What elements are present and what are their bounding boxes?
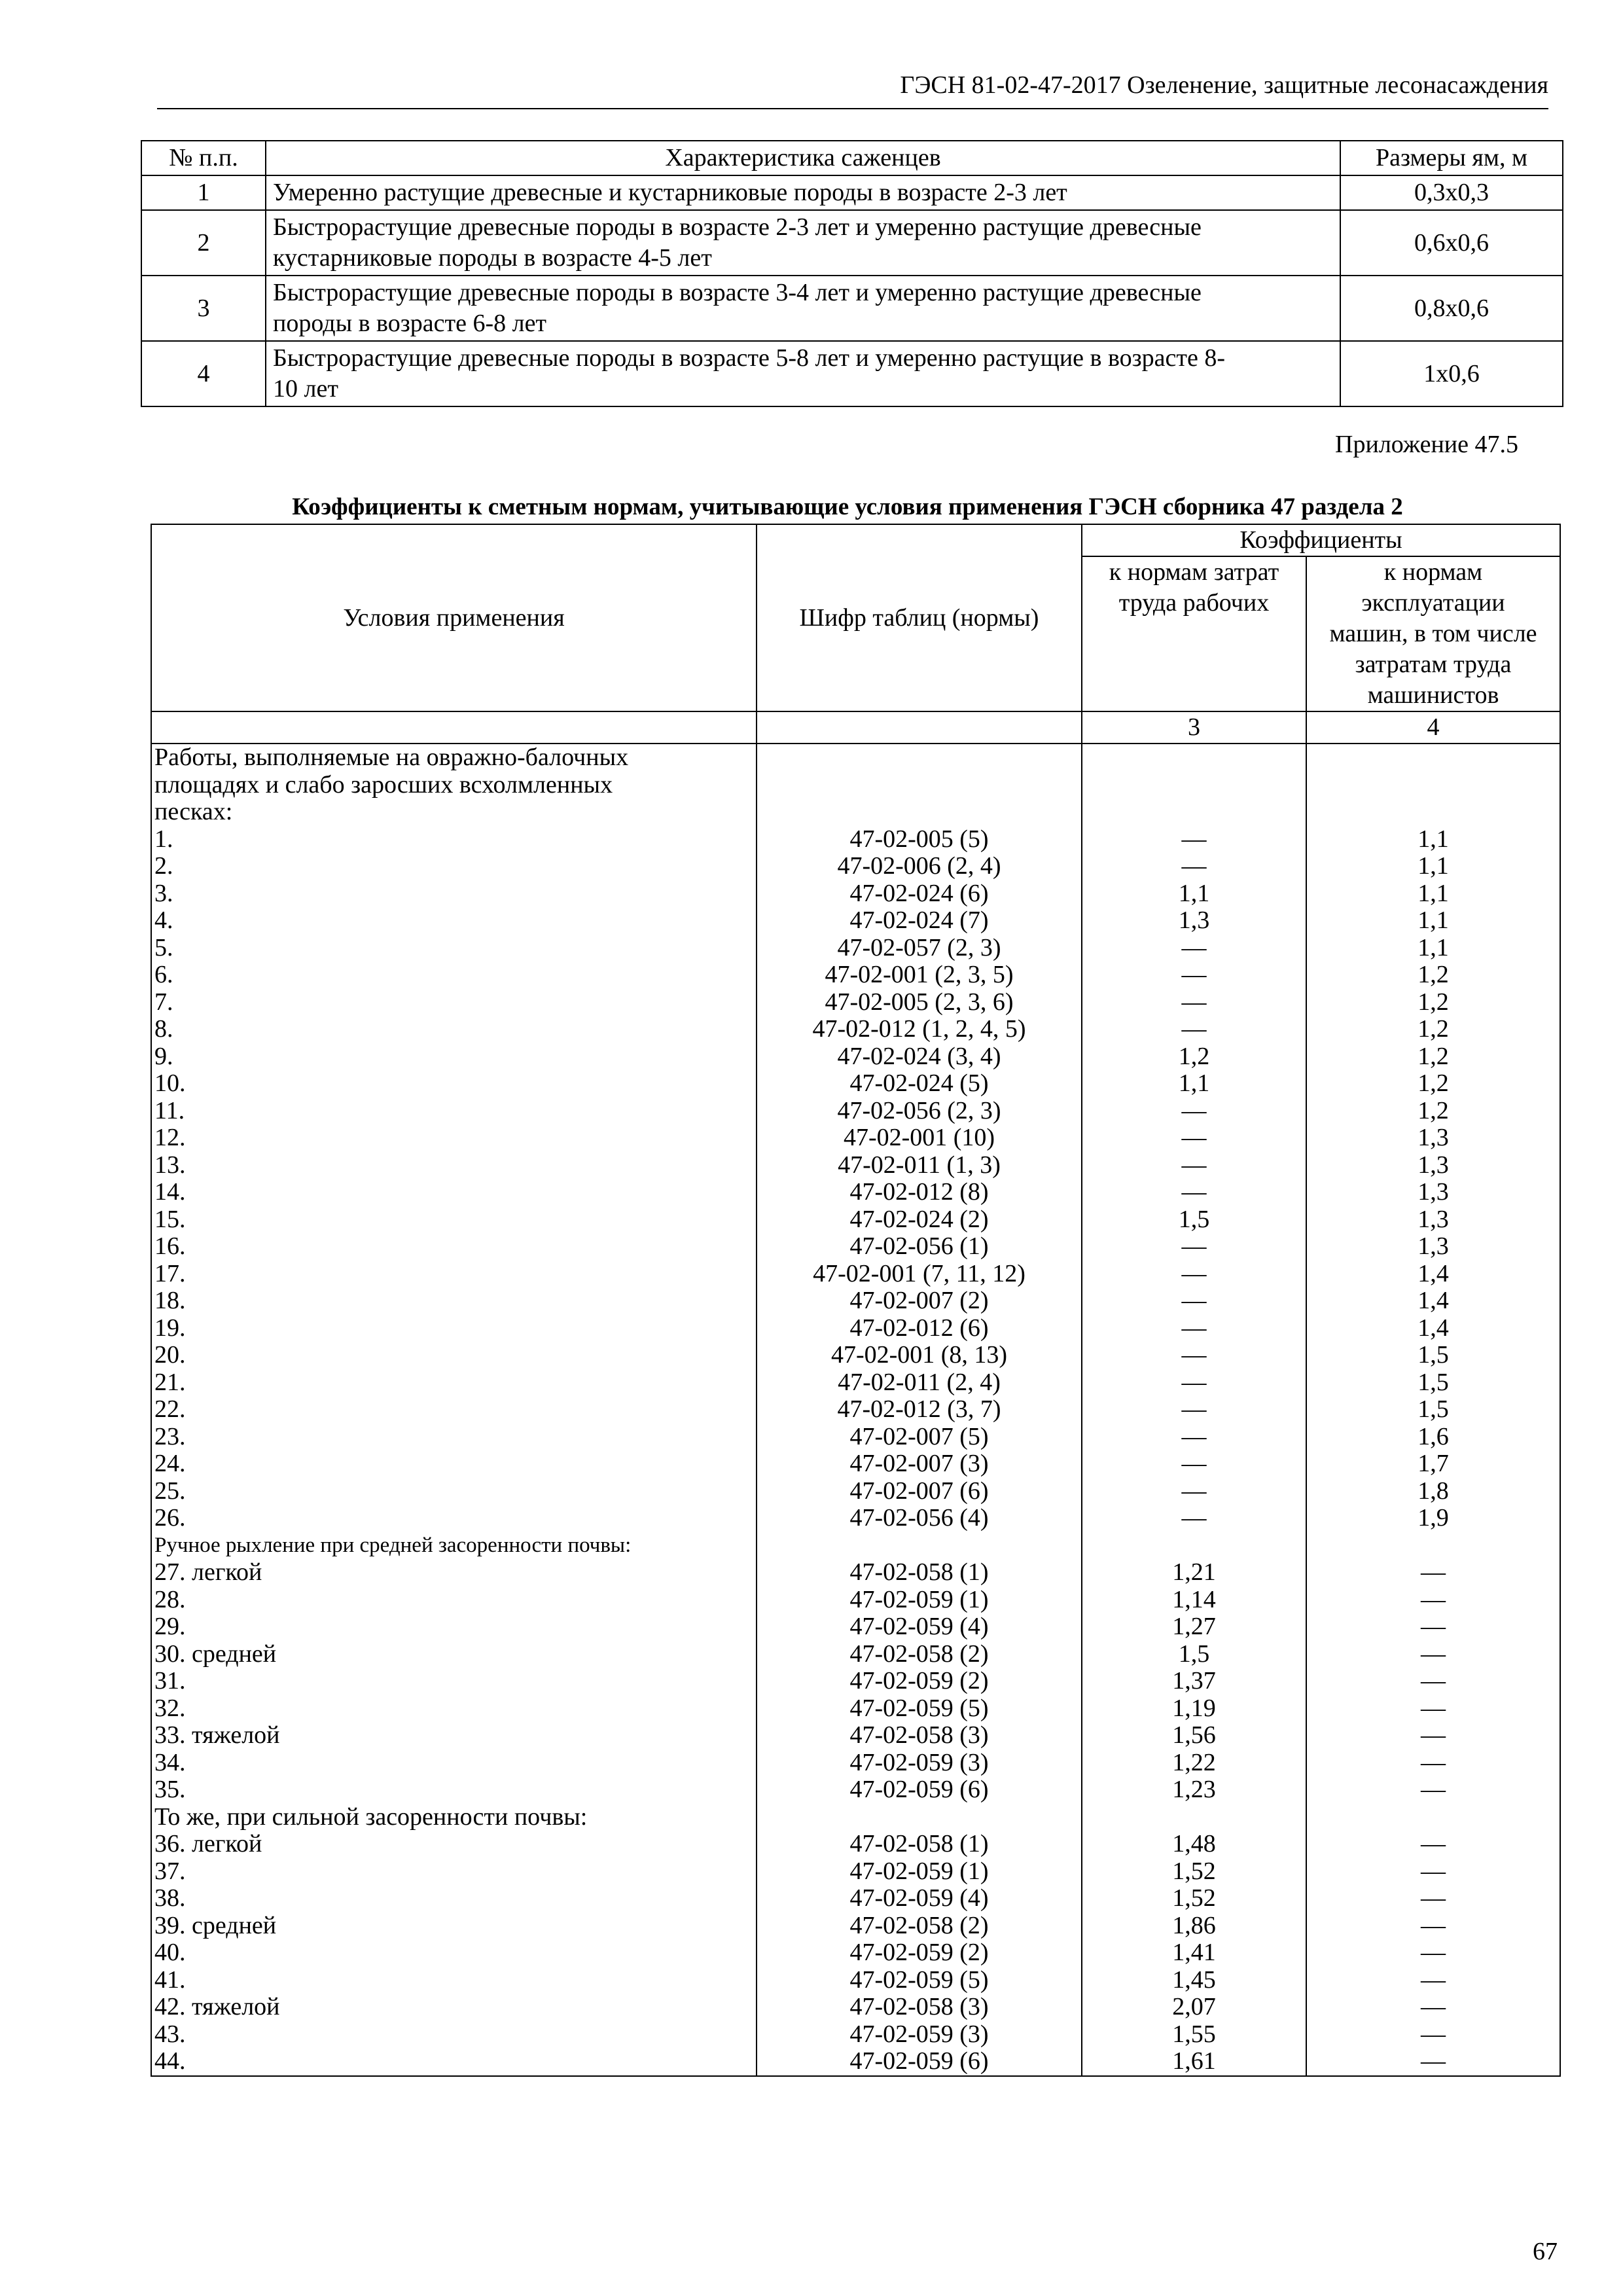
condition-label: 6. bbox=[154, 961, 173, 988]
header-line: затратам труда bbox=[1355, 651, 1512, 678]
column-header-machines bbox=[1306, 556, 1560, 711]
norm-code: 47-02-024 (3, 4) bbox=[837, 1042, 1001, 1070]
labor-coefficient: 1,37 bbox=[1172, 1667, 1216, 1695]
labor-coefficient: — bbox=[1181, 1096, 1207, 1124]
norm-code: 47-02-059 (5) bbox=[849, 1694, 989, 1722]
column-header-labor bbox=[1082, 556, 1306, 711]
labor-coefficient: — bbox=[1181, 1151, 1207, 1179]
norm-code: 47-02-007 (6) bbox=[849, 1477, 989, 1505]
labor-coefficient: — bbox=[1181, 988, 1207, 1016]
table-row bbox=[141, 276, 1563, 341]
group-heading-line: То же, при сильной засоренности почвы: bbox=[154, 1803, 588, 1831]
condition-label: 11. bbox=[154, 1096, 185, 1124]
norm-code: 47-02-056 (2, 3) bbox=[837, 1096, 1001, 1124]
machine-coefficient: 1,5 bbox=[1418, 1341, 1449, 1369]
condition-label: 16. bbox=[154, 1232, 186, 1260]
machine-coefficient: 1,1 bbox=[1418, 879, 1449, 907]
blank-line bbox=[1085, 798, 1303, 826]
machine-coefficient: 1,4 bbox=[1418, 1287, 1449, 1314]
labor-coefficient: — bbox=[1181, 1504, 1207, 1532]
norm-code: 47-02-058 (1) bbox=[849, 1558, 989, 1586]
condition-label: 36. легкой bbox=[154, 1830, 262, 1857]
labor-coefficient: 1,3 bbox=[1178, 906, 1210, 934]
machine-coefficient: 1,2 bbox=[1418, 1096, 1449, 1124]
condition-label: 32. bbox=[154, 1694, 186, 1722]
header-line: машин, в том числе bbox=[1329, 620, 1537, 647]
labor-coefficient: — bbox=[1181, 1232, 1207, 1260]
norm-code: 47-02-007 (3) bbox=[849, 1450, 989, 1477]
condition-label: 17. bbox=[154, 1259, 186, 1287]
machine-coefficient: 1,2 bbox=[1418, 988, 1449, 1016]
labor-coefficient: 1,14 bbox=[1172, 1585, 1216, 1613]
norm-code: 47-02-059 (6) bbox=[849, 1776, 989, 1803]
machine-coefficient: 1,2 bbox=[1418, 1042, 1449, 1070]
column-number-row bbox=[151, 711, 1560, 744]
norm-code: 47-02-059 (4) bbox=[849, 1613, 989, 1640]
norm-code: 47-02-001 (8, 13) bbox=[830, 1341, 1008, 1369]
machine-coefficient: — bbox=[1421, 1830, 1446, 1857]
norm-code: 47-02-012 (6) bbox=[849, 1314, 989, 1342]
header-line: эксплуатации bbox=[1361, 589, 1505, 617]
labor-coefficient-column bbox=[1082, 744, 1306, 2076]
table-header-row bbox=[141, 141, 1563, 175]
norm-code: 47-02-007 (2) bbox=[849, 1287, 989, 1314]
condition-label: 42. тяжелой bbox=[154, 1993, 280, 2020]
machine-coefficient: — bbox=[1421, 1694, 1446, 1722]
condition-label: 12. bbox=[154, 1124, 186, 1151]
machine-coefficient: — bbox=[1421, 1640, 1446, 1668]
header-line: машинистов bbox=[1367, 681, 1499, 709]
machine-coefficient: — bbox=[1421, 1721, 1446, 1749]
labor-coefficient: — bbox=[1181, 1450, 1207, 1477]
condition-label: 38. bbox=[154, 1884, 186, 1912]
blank-line bbox=[1310, 1804, 1557, 1831]
condition-label: 28. bbox=[154, 1585, 186, 1613]
machine-coefficient: 1,4 bbox=[1418, 1259, 1449, 1287]
blank-line bbox=[1310, 744, 1557, 772]
machine-coefficient: 1,3 bbox=[1418, 1205, 1449, 1233]
condition-label: 24. bbox=[154, 1450, 186, 1477]
group-heading-line: площадях и слабо заросших всхолмленных bbox=[154, 770, 613, 798]
norm-code: 47-02-058 (3) bbox=[849, 1721, 989, 1749]
machine-coefficient: — bbox=[1421, 1613, 1446, 1640]
blank-line bbox=[1085, 1804, 1303, 1831]
table-row bbox=[141, 175, 1563, 210]
machine-coefficient: — bbox=[1421, 1939, 1446, 1966]
blank-line bbox=[1310, 772, 1557, 799]
norm-code: 47-02-005 (2, 3, 6) bbox=[825, 988, 1014, 1016]
labor-coefficient: 1,1 bbox=[1178, 879, 1210, 907]
labor-coefficient: — bbox=[1181, 1341, 1207, 1369]
header-line: к нормам bbox=[1383, 558, 1483, 586]
condition-label: 23. bbox=[154, 1422, 186, 1450]
row-number: 1 bbox=[141, 175, 266, 210]
condition-label: 18. bbox=[154, 1287, 186, 1314]
norm-code: 47-02-024 (2) bbox=[849, 1205, 989, 1233]
row-pit-size: 0,3х0,3 bbox=[1340, 175, 1563, 210]
norm-code: 47-02-058 (1) bbox=[849, 1830, 989, 1857]
norm-code: 47-02-001 (2, 3, 5) bbox=[825, 961, 1014, 988]
labor-coefficient: — bbox=[1181, 1395, 1207, 1423]
norm-code: 47-02-012 (1, 2, 4, 5) bbox=[812, 1015, 1026, 1043]
norm-code: 47-02-059 (3) bbox=[849, 1748, 989, 1776]
column-number bbox=[757, 711, 1082, 744]
description-line: Умеренно растущие древесные и кустарниковые породы в возрасте 2-3 лет bbox=[273, 179, 1067, 206]
page-number: 67 bbox=[1533, 2238, 1558, 2265]
code-column bbox=[757, 744, 1082, 2076]
group-heading-line: Работы, выполняемые на овражно-балочных bbox=[154, 744, 629, 771]
table-row bbox=[141, 341, 1563, 406]
labor-coefficient: 1,55 bbox=[1172, 2020, 1216, 2048]
condition-label: 3. bbox=[154, 879, 173, 907]
norm-code: 47-02-058 (2) bbox=[849, 1640, 989, 1668]
norm-code: 47-02-058 (3) bbox=[849, 1993, 989, 2020]
machine-coefficient: 1,3 bbox=[1418, 1178, 1449, 1206]
labor-coefficient: 1,5 bbox=[1178, 1640, 1210, 1668]
labor-coefficient: — bbox=[1181, 1477, 1207, 1505]
norm-code: 47-02-059 (4) bbox=[849, 1884, 989, 1912]
labor-coefficient: 1,45 bbox=[1172, 1965, 1216, 1994]
row-pit-size: 0,6х0,6 bbox=[1340, 210, 1563, 276]
machine-coefficient: 1,5 bbox=[1418, 1368, 1449, 1396]
description-line: кустарниковые породы в возрасте 4-5 лет bbox=[273, 244, 712, 272]
condition-label: 9. bbox=[154, 1042, 173, 1070]
condition-label: 10. bbox=[154, 1069, 186, 1097]
condition-label: 29. bbox=[154, 1613, 186, 1640]
description-line: породы в возрасте 6-8 лет bbox=[273, 310, 547, 337]
norm-code: 47-02-024 (6) bbox=[849, 879, 989, 907]
table-body-row bbox=[151, 744, 1560, 2076]
blank-line bbox=[1085, 1532, 1303, 1560]
machine-coefficient: 1,4 bbox=[1418, 1314, 1449, 1342]
condition-label: 44. bbox=[154, 2047, 186, 2075]
norm-code: 47-02-024 (5) bbox=[849, 1069, 989, 1097]
condition-label: 30. средней bbox=[154, 1640, 277, 1668]
labor-coefficient: 1,41 bbox=[1172, 1939, 1216, 1966]
machine-coefficient: — bbox=[1421, 1993, 1446, 2020]
machine-coefficient: 1,6 bbox=[1418, 1422, 1449, 1450]
column-header-number: № п.п. bbox=[141, 141, 266, 175]
blank-line bbox=[760, 1532, 1079, 1560]
condition-label: 31. bbox=[154, 1667, 186, 1695]
labor-coefficient: — bbox=[1181, 961, 1207, 988]
blank-line bbox=[1085, 772, 1303, 799]
condition-label: 35. bbox=[154, 1776, 186, 1803]
labor-coefficient: 1,56 bbox=[1172, 1721, 1216, 1749]
condition-label: 37. bbox=[154, 1857, 186, 1885]
labor-coefficient: — bbox=[1181, 1259, 1207, 1287]
machine-coefficient: — bbox=[1421, 2047, 1446, 2075]
condition-label: 33. тяжелой bbox=[154, 1721, 280, 1749]
norm-code: 47-02-024 (7) bbox=[849, 906, 989, 934]
norm-code: 47-02-059 (2) bbox=[849, 1667, 989, 1695]
labor-coefficient: — bbox=[1181, 933, 1207, 961]
row-pit-size: 0,8х0,6 bbox=[1340, 276, 1563, 341]
page-header-title: ГЭСН 81-02-47-2017 Озеленение, защитные лесонасаждения bbox=[900, 71, 1548, 99]
norm-code: 47-02-006 (2, 4) bbox=[837, 852, 1001, 880]
column-number: 4 bbox=[1306, 711, 1560, 744]
row-number: 3 bbox=[141, 276, 266, 341]
condition-label: 14. bbox=[154, 1178, 186, 1206]
labor-coefficient: 1,52 bbox=[1172, 1884, 1216, 1912]
machine-coefficient: 1,9 bbox=[1418, 1504, 1449, 1532]
condition-label: 41. bbox=[154, 1965, 186, 1994]
labor-coefficient: 1,2 bbox=[1178, 1042, 1210, 1070]
condition-label: 34. bbox=[154, 1748, 186, 1776]
condition-label: 19. bbox=[154, 1314, 186, 1342]
labor-coefficient: — bbox=[1181, 1015, 1207, 1043]
condition-label: 22. bbox=[154, 1395, 186, 1423]
machine-coefficient: — bbox=[1421, 1965, 1446, 1994]
condition-label: 5. bbox=[154, 933, 173, 961]
norm-code: 47-02-012 (3, 7) bbox=[837, 1395, 1001, 1423]
labor-coefficient: 1,48 bbox=[1172, 1830, 1216, 1857]
blank-line bbox=[760, 744, 1079, 772]
machine-coefficient: — bbox=[1421, 1585, 1446, 1613]
norm-code: 47-02-057 (2, 3) bbox=[837, 933, 1001, 961]
norm-code: 47-02-059 (5) bbox=[849, 1965, 989, 1994]
machine-coefficient: 1,1 bbox=[1418, 906, 1449, 934]
norm-code: 47-02-059 (2) bbox=[849, 1939, 989, 1966]
appendix-label: Приложение 47.5 bbox=[1335, 431, 1518, 458]
machine-coefficient: 1,7 bbox=[1418, 1450, 1449, 1477]
condition-label: 39. средней bbox=[154, 1911, 277, 1939]
machine-coefficient: 1,2 bbox=[1418, 1069, 1449, 1097]
group-heading-line: Ручное рыхление при средней засоренности почвы: bbox=[154, 1533, 632, 1557]
condition-label: 2. bbox=[154, 852, 173, 880]
coefficients-table bbox=[151, 524, 1561, 2077]
norm-code: 47-02-012 (8) bbox=[849, 1178, 989, 1206]
machine-coefficient: 1,3 bbox=[1418, 1124, 1449, 1151]
condition-label: 20. bbox=[154, 1341, 186, 1369]
row-description bbox=[266, 210, 1340, 276]
norm-code: 47-02-005 (5) bbox=[849, 825, 989, 853]
labor-coefficient: 1,86 bbox=[1172, 1911, 1216, 1939]
description-line: Быстрорастущие древесные породы в возрасте 3-4 лет и умеренно растущие древесные bbox=[273, 279, 1202, 306]
group-heading-line: песках: bbox=[154, 798, 233, 825]
labor-coefficient: — bbox=[1181, 1422, 1207, 1450]
norm-code: 47-02-059 (1) bbox=[849, 1857, 989, 1885]
machine-coefficient: 1,2 bbox=[1418, 1015, 1449, 1043]
labor-coefficient: 1,61 bbox=[1172, 2047, 1216, 2075]
norm-code: 47-02-059 (3) bbox=[849, 2020, 989, 2048]
row-pit-size: 1х0,6 bbox=[1340, 341, 1563, 406]
labor-coefficient: — bbox=[1181, 852, 1207, 880]
description-line: Быстрорастущие древесные породы в возрасте 5-8 лет и умеренно растущие в возрасте 8- bbox=[273, 344, 1226, 372]
condition-label: 40. bbox=[154, 1939, 186, 1966]
conditions-column bbox=[151, 744, 757, 2076]
description-line: Быстрорастущие древесные породы в возрасте 2-3 лет и умеренно растущие древесные bbox=[273, 213, 1202, 241]
labor-coefficient: — bbox=[1181, 1368, 1207, 1396]
machine-coefficient: 1,3 bbox=[1418, 1232, 1449, 1260]
row-description bbox=[266, 175, 1340, 210]
blank-line bbox=[1310, 1532, 1557, 1560]
norm-code: 47-02-058 (2) bbox=[849, 1911, 989, 1939]
norm-code: 47-02-011 (1, 3) bbox=[838, 1151, 1001, 1179]
blank-line bbox=[1085, 744, 1303, 772]
column-header-conditions: Условия применения bbox=[151, 524, 757, 711]
labor-coefficient: 1,23 bbox=[1172, 1776, 1216, 1803]
machine-coefficient: — bbox=[1421, 1911, 1446, 1939]
table-header-row bbox=[151, 524, 1560, 556]
norm-code: 47-02-059 (6) bbox=[849, 2047, 989, 2075]
condition-label: 1. bbox=[154, 825, 173, 853]
coefficients-table-title: Коэффициенты к сметным нормам, учитывающие условия применения ГЭСН сборника 47 раздела 2 bbox=[292, 493, 1403, 520]
header-divider bbox=[157, 108, 1548, 109]
condition-label: 7. bbox=[154, 988, 173, 1016]
condition-label: 26. bbox=[154, 1504, 186, 1532]
machine-coefficient: — bbox=[1421, 1857, 1446, 1885]
machine-coefficient-column bbox=[1306, 744, 1560, 2076]
labor-coefficient: 2,07 bbox=[1172, 1993, 1216, 2020]
labor-coefficient: — bbox=[1181, 1287, 1207, 1314]
row-description bbox=[266, 341, 1340, 406]
column-header-coefficients: Коэффициенты bbox=[1082, 524, 1560, 556]
machine-coefficient: 1,3 bbox=[1418, 1151, 1449, 1179]
condition-label: 27. легкой bbox=[154, 1558, 262, 1586]
labor-coefficient: — bbox=[1181, 1124, 1207, 1151]
condition-label: 15. bbox=[154, 1205, 186, 1233]
description-line: 10 лет bbox=[273, 375, 338, 403]
condition-label: 25. bbox=[154, 1477, 186, 1505]
condition-label: 21. bbox=[154, 1368, 186, 1396]
labor-coefficient: — bbox=[1181, 1178, 1207, 1206]
condition-label: 8. bbox=[154, 1015, 173, 1043]
norm-code: 47-02-001 (10) bbox=[843, 1124, 995, 1151]
machine-coefficient: — bbox=[1421, 1776, 1446, 1803]
machine-coefficient: — bbox=[1421, 1667, 1446, 1695]
header-line: к нормам затрат bbox=[1109, 558, 1279, 586]
machine-coefficient: 1,1 bbox=[1418, 825, 1449, 853]
labor-coefficient: 1,27 bbox=[1172, 1613, 1216, 1640]
blank-line bbox=[1310, 798, 1557, 826]
row-number: 4 bbox=[141, 341, 266, 406]
labor-coefficient: — bbox=[1181, 1314, 1207, 1342]
machine-coefficient: — bbox=[1421, 2020, 1446, 2048]
labor-coefficient: 1,1 bbox=[1178, 1069, 1210, 1097]
column-header-pit-size: Размеры ям, м bbox=[1340, 141, 1563, 175]
condition-label: 4. bbox=[154, 906, 173, 934]
table-row bbox=[141, 210, 1563, 276]
norm-code: 47-02-056 (4) bbox=[849, 1504, 989, 1532]
labor-coefficient: 1,19 bbox=[1172, 1694, 1216, 1722]
machine-coefficient: 1,5 bbox=[1418, 1395, 1449, 1423]
condition-label: 13. bbox=[154, 1151, 186, 1179]
labor-coefficient: 1,5 bbox=[1178, 1205, 1210, 1233]
header-line: труда рабочих bbox=[1118, 589, 1270, 617]
blank-line bbox=[760, 772, 1079, 799]
machine-coefficient: 1,2 bbox=[1418, 961, 1449, 988]
row-number: 2 bbox=[141, 210, 266, 276]
column-header-characteristic: Характеристика саженцев bbox=[266, 141, 1340, 175]
column-number bbox=[151, 711, 757, 744]
norm-code: 47-02-001 (7, 11, 12) bbox=[813, 1259, 1026, 1287]
column-number: 3 bbox=[1082, 711, 1306, 744]
blank-line bbox=[760, 1804, 1079, 1831]
machine-coefficient: 1,1 bbox=[1418, 852, 1449, 880]
labor-coefficient: — bbox=[1181, 825, 1207, 853]
machine-coefficient: — bbox=[1421, 1558, 1446, 1586]
norm-code: 47-02-056 (1) bbox=[849, 1232, 989, 1260]
machine-coefficient: 1,1 bbox=[1418, 933, 1449, 961]
labor-coefficient: 1,52 bbox=[1172, 1857, 1216, 1885]
column-header-code: Шифр таблиц (нормы) bbox=[757, 524, 1082, 711]
machine-coefficient: — bbox=[1421, 1884, 1446, 1912]
machine-coefficient: 1,8 bbox=[1418, 1477, 1449, 1505]
labor-coefficient: 1,22 bbox=[1172, 1748, 1216, 1776]
condition-label: 43. bbox=[154, 2020, 186, 2048]
row-description bbox=[266, 276, 1340, 341]
seedling-pit-size-table bbox=[141, 140, 1563, 407]
norm-code: 47-02-011 (2, 4) bbox=[838, 1368, 1001, 1396]
blank-line bbox=[760, 798, 1079, 826]
labor-coefficient: 1,21 bbox=[1172, 1558, 1216, 1586]
norm-code: 47-02-007 (5) bbox=[849, 1422, 989, 1450]
norm-code: 47-02-059 (1) bbox=[849, 1585, 989, 1613]
machine-coefficient: — bbox=[1421, 1748, 1446, 1776]
